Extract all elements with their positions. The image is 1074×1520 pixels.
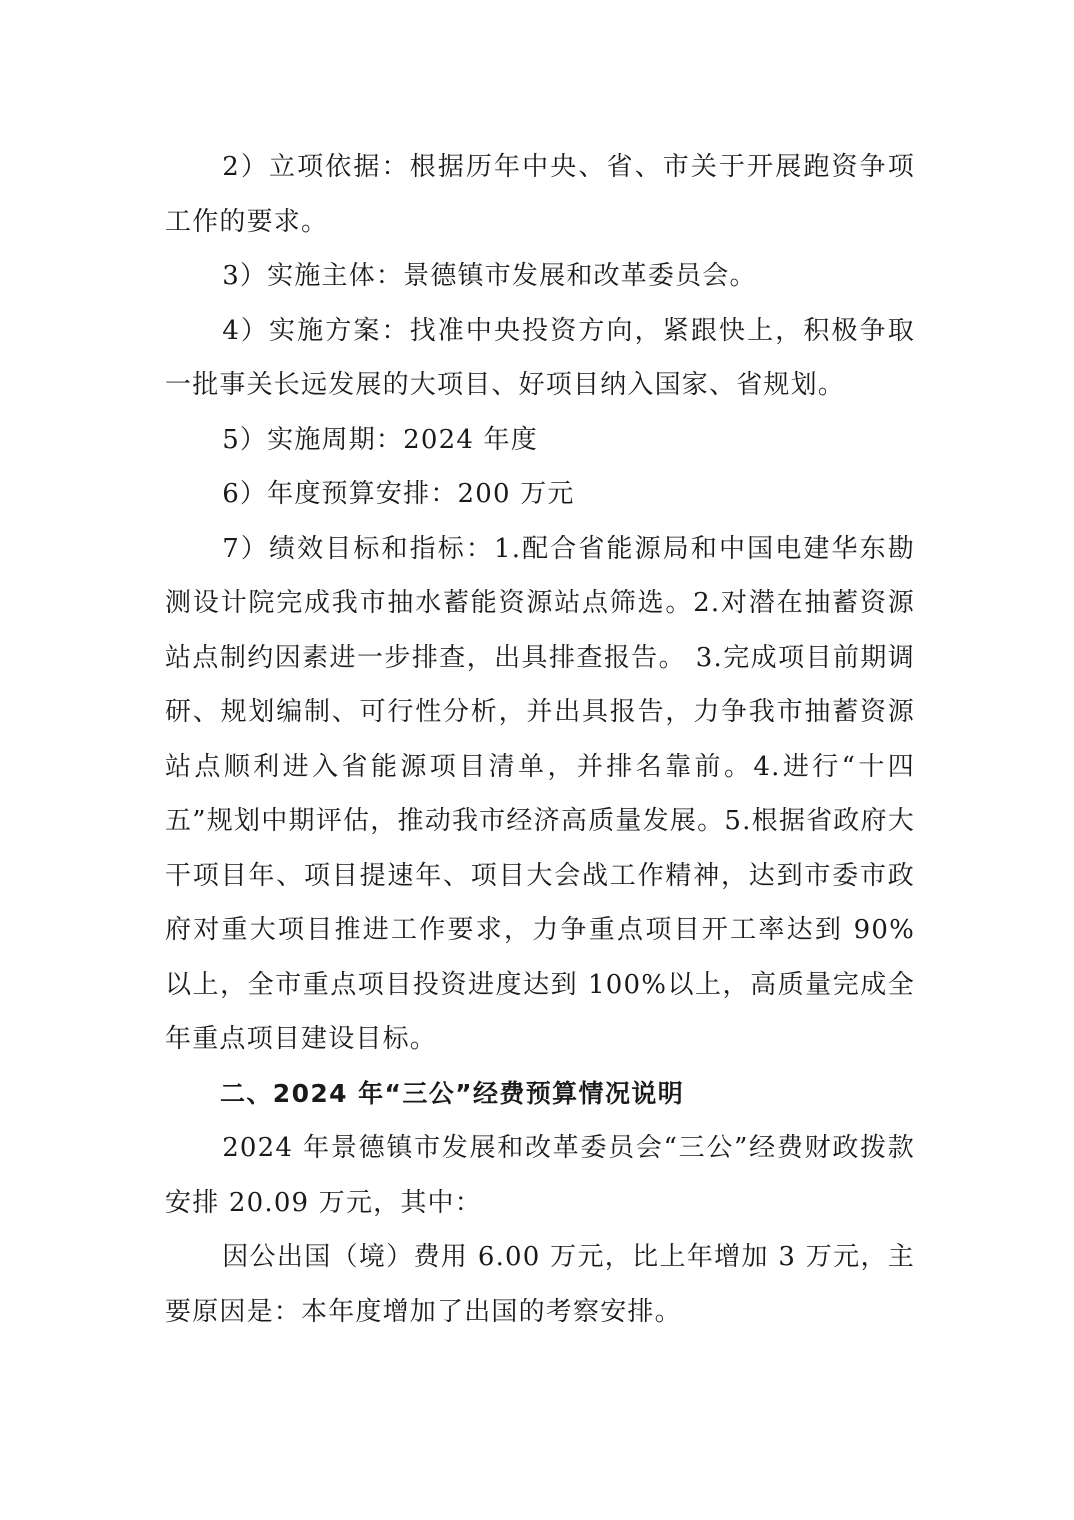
paragraph-three-public-total: 2024 年景德镇市发展和改革委员会“三公”经费财政拨款安排 20.09 万元，其中：: [165, 1133, 915, 1218]
paragraph-annual-budget: 6）年度预算安排：200 万元: [222, 479, 575, 509]
paragraph-implementation-plan: 4）实施方案：找准中央投资方向，紧跟快上，积极争取一批事关长远发展的大项目、好项目纳入国家、省规划。: [165, 315, 915, 400]
section-heading-three-public-expenses: 二、2024 年“三公”经费预算情况说明: [220, 1078, 685, 1108]
document-body: [165, 140, 915, 1339]
paragraph-performance-targets: 7）绩效目标和指标：1.配合省能源局和中国电建华东勘测设计院完成我市抽水蓄能资源站点筛选。2.对潜在抽蓄资源站点制约因素进一步排查，出具排查报告。 3.完成项目前期调研、规划编制、可行性分析，并出具报告，力争我市抽蓄资源站点顺利进入省能源项目清单，并排名靠前。4.进行“十四五”规划中期评估，推动我市经济高质量发展。5.根据省政府大干项目年、项目提速年、项目大会战工作精神，达到市委市政府对重大项目推进工作要求，力争重点项目开工率达到 90%以上，全市重点项目投资进度达到 100%以上，高质量完成全年重点项目建设目标。: [165, 533, 915, 1054]
paragraph-implementation-period: 5）实施周期：2024 年度: [222, 424, 538, 455]
paragraph-overseas-travel-expenses: 因公出国（境）费用 6.00 万元，比上年增加 3 万元，主要原因是：本年度增加了出国的考察安排。: [165, 1242, 915, 1327]
paragraph-project-basis: 2）立项依据：根据历年中央、省、市关于开展跑资争项工作的要求。: [165, 152, 915, 237]
paragraph-implementing-entity: 3）实施主体：景德镇市发展和改革委员会。: [222, 261, 757, 291]
